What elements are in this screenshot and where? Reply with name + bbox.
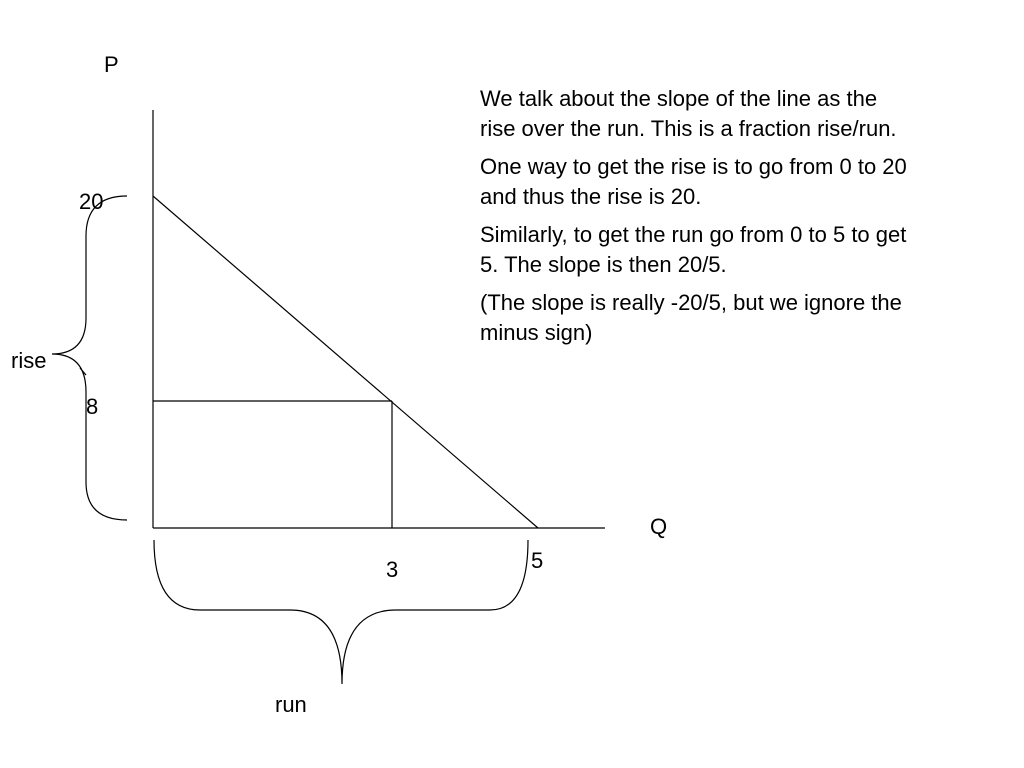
rise-brace	[52, 196, 127, 520]
run-label: run	[275, 692, 307, 717]
explanation-text	[480, 84, 910, 356]
run-brace	[154, 540, 528, 684]
explanation-paragraph-1: We talk about the slope of the line as the rise over the run. This is a fraction rise/run.	[480, 86, 897, 141]
tick-label-8: 8	[86, 394, 99, 419]
explanation-paragraph-2: One way to get the rise is to go from 0 to 20 and thus the rise is 20.	[480, 154, 907, 209]
explanation-paragraph-4: (The slope is really -20/5, but we ignore the minus sign)	[480, 290, 902, 345]
tick-label-5: 5	[531, 548, 544, 573]
x-axis-label: Q	[650, 514, 668, 539]
tick-label-20: 20	[79, 189, 104, 214]
explanation-paragraph-3: Similarly, to get the run go from 0 to 5 to get 5. The slope is then 20/5.	[480, 222, 907, 277]
rise-label: rise	[11, 348, 47, 373]
y-axis-label: P	[104, 52, 119, 77]
tick-label-3: 3	[386, 557, 399, 582]
